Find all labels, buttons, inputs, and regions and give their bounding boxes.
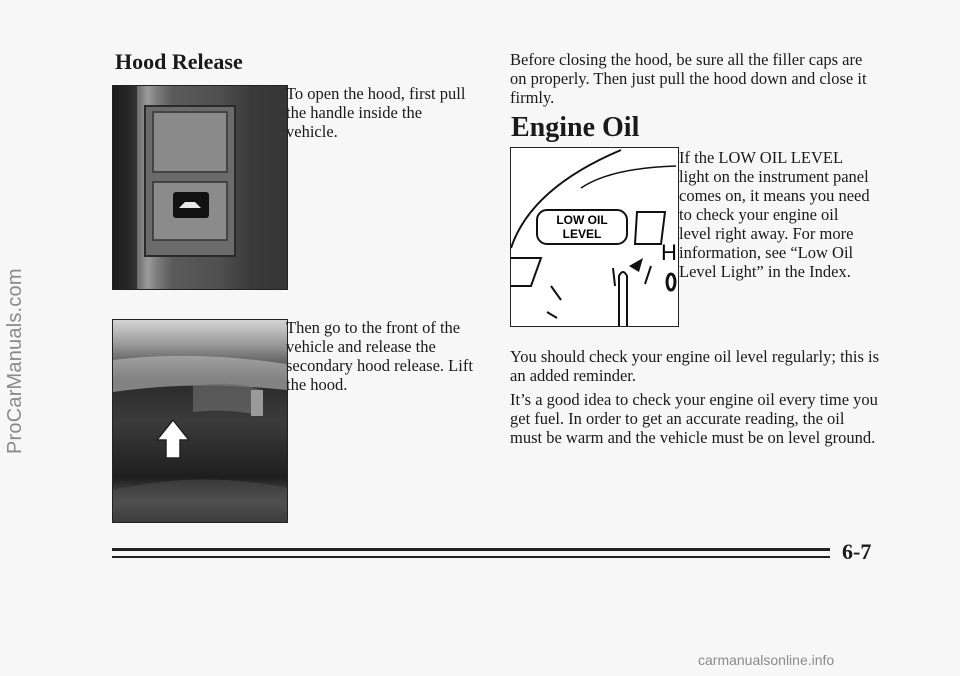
low-oil-level-diagram [510, 147, 679, 327]
hood-step-1-text: To open the hood, first pull the handle inside the vehicle. [286, 84, 466, 141]
side-watermark: ProCarManuals.com [4, 268, 26, 454]
front-secondary-release-photo [112, 319, 288, 523]
hood-handle-illustration [113, 86, 287, 289]
level-label: LEVEL [562, 227, 602, 241]
footer-rule-thick [112, 548, 830, 551]
hood-closing-text: Before closing the hood, be sure all the filler caps are on properly. Then just pull the hood down and close it firmly. [510, 50, 867, 107]
interior-hood-handle-photo [112, 85, 288, 290]
engine-oil-para-1: You should check your engine oil level regularly; this is an added reminder. [510, 347, 880, 385]
page-number: 6-7 [842, 539, 872, 564]
engine-oil-para-2: It’s a good idea to check your engine oil every time you get fuel. In order to get an accurate reading, the oil must be warm and the vehicle must be on level ground. [510, 390, 878, 447]
engine-oil-heading: Engine Oil [511, 112, 640, 143]
instrument-panel-illustration [511, 148, 678, 326]
secondary-release-illustration [113, 320, 287, 522]
low-oil-label: LOW OIL [556, 213, 608, 227]
footer-rule-thin [112, 556, 830, 558]
hood-release-heading: Hood Release [115, 49, 243, 74]
hood-step-2-text: Then go to the front of the vehicle and release the secondary hood release. Lift the hood. [286, 318, 473, 394]
low-oil-light-text: If the LOW OIL LEVEL light on the instrument panel comes on, it means you need to check your engine oil level right away. For more information, see “Low Oil Level Light” in the Index. [679, 148, 870, 281]
gauge-h-mark: H [661, 240, 677, 265]
up-arrow-icon [157, 420, 189, 458]
footer-watermark: carmanualsonline.info [698, 652, 835, 668]
